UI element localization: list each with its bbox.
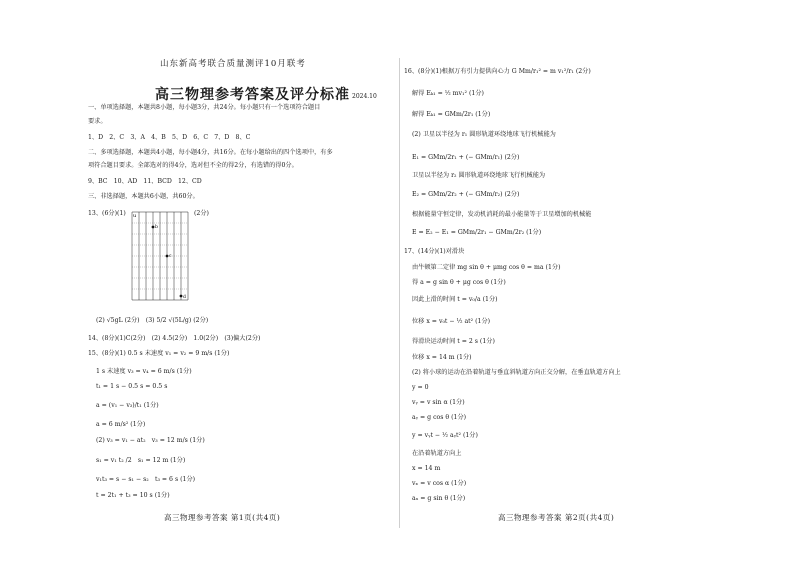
q17-line-6: 得滑块运动时间 t = 2 s (1分) <box>412 338 495 345</box>
q16-line-9: E = E₂ − E₁ = GMm/2r₁ − GMm/2r₂ (1分) <box>412 229 542 236</box>
section-3-heading: 三、非选择题，本题共6小题，共60分。 <box>88 193 199 200</box>
q17-line-8: (2) 将小球的运动在沿着轨道与垂直斜轨道方向正交分解，在垂直轨道方向上 <box>412 369 621 376</box>
exam-date: 2024.10 <box>352 93 377 100</box>
q16-line-2: 解得 Eₖ₁ = ½ mv₁² (1分) <box>412 90 484 97</box>
q17-line-9: y = 0 <box>412 384 429 391</box>
q13-part2-3: (2) √5gL (2分) (3) 5/2 √(5L/g) (2分) <box>96 317 209 324</box>
section-2-answers: 9、BC 10、AD 11、BCD 12、CD <box>88 178 202 185</box>
q17-line-2: 由牛顿第二定律 mg sin θ + μmg cos θ = ma (1分) <box>412 264 561 271</box>
section-1-answers: 1、D 2、C 3、A 4、B 5、D 6、C 7、D 8、C <box>88 134 251 141</box>
section-2-heading-cont: 项符合题目要求。全部选对的得4分，选对但不全的得2分，有选错的得0分。 <box>88 162 298 169</box>
section-2-heading: 二、多项选择题，本题共4小题，每小题4分，共16分。在每小题给出的四个选项中，有多 <box>88 149 333 156</box>
q16-line-7: E₂ = GMm/2r₂ + (− GMm/r₂) (2分) <box>412 191 520 198</box>
figure-point-label-b: b <box>155 225 158 230</box>
q15-line-4: a = (v₁ − v₃)/t₁ (1分) <box>96 402 159 409</box>
q17-line-7: 位移 x = 14 m (1分) <box>412 354 472 361</box>
main-title: 高三物理参考答案及评分标准 <box>155 87 350 103</box>
exam-title: 山东新高考联合质量测评10月联考 <box>160 59 306 69</box>
q17-line-5: 位移 x = v₀t − ½ at² (1分) <box>412 318 491 325</box>
q15-line-3: t₁ = 1 s − 0.5 s = 0.5 s <box>96 383 168 390</box>
q16-line-3: 解得 Eₖ₁ = GMm/2r₁ (1分) <box>412 111 491 118</box>
q16-line-6: 卫星以半径为 r₂ 圆形轨道环绕地球飞行机械能为 <box>412 172 546 179</box>
q16-line-1: 16、(8分)(1)根据万有引力提供向心力 G Mm/r₁² = m v₁²/r₁ (2分) <box>404 68 591 75</box>
point-b <box>152 226 155 229</box>
q13-grid-figure <box>130 210 190 302</box>
q17-line-11: aᵧ = g cos θ (1分) <box>412 414 467 421</box>
q15-line-2: 1 s 末速度 v₃ = v₄ = 6 m/s (1分) <box>96 368 192 375</box>
q16-line-5: E₁ = GMm/2r₁ + (− GMm/r₁) (2分) <box>412 154 520 161</box>
q15-line-9: t = 2t₁ + t₃ = 10 s (1分) <box>96 492 170 499</box>
left-page-footer: 高三物理参考答案 第1页(共4页) <box>164 513 281 522</box>
q17-line-10: vᵧ = v sin α (1分) <box>412 399 465 406</box>
q17-line-3: 得 a = g sin θ + μg cos θ (1分) <box>412 279 506 286</box>
figure-point-label-d: d <box>183 295 186 300</box>
q15-line-5: a = 6 m/s² (1分) <box>96 421 146 428</box>
q17-line-13: 在沿着轨道方向上 <box>412 450 462 457</box>
section-1-heading-cont: 要求。 <box>88 118 107 125</box>
right-page-footer: 高三物理参考答案 第2页(共4页) <box>498 513 615 522</box>
q15-line-1: 15、(8分)(1) 0.5 s 末速度 v₁ = v₂ = 9 m/s (1分) <box>88 350 230 357</box>
figure-point-label-c: c <box>169 254 172 259</box>
point-d <box>180 295 183 298</box>
q16-line-4: (2) 卫星以半径为 r₁ 圆形轨道环绕地球飞行机械能为 <box>412 131 556 138</box>
section-1-heading: 一、单项选择题，本题共8小题，每小题3分，共24分。每小题只有一个选项符合题目 <box>88 104 321 111</box>
q13-score: (2分) <box>194 210 209 217</box>
figure-axis-label: u <box>133 213 137 219</box>
q15-line-7: s₁ = v₁ t₂ /2 s₁ = 12 m (1分) <box>96 457 186 464</box>
q17-line-16: aₓ = g sin θ (1分) <box>412 495 466 502</box>
q16-line-8: 根据能量守恒定律，发动机消耗的最小能量等于卫星增加的机械能 <box>412 211 592 218</box>
q15-line-8: v₁t₃ = s − s₁ − s₂ t₃ = 6 s (1分) <box>96 476 196 483</box>
q17-line-14: x = 14 m <box>412 465 441 472</box>
q13-label: 13、(6分)(1) <box>88 210 126 217</box>
q17-line-1: 17、(14分)(1)对滑块 <box>404 248 465 255</box>
q17-line-15: vₓ = v cos α (1分) <box>412 480 467 487</box>
point-c <box>166 255 169 258</box>
q14-answer: 14、(8分)(1)C(2分) (2) 4.5(2分) 1.0(2分) (3)偏大(2分) <box>88 335 261 342</box>
q17-line-12: y = vᵧt − ½ aᵧt² (1分) <box>412 432 478 439</box>
page-right <box>400 0 794 562</box>
q17-line-4: 因此上滑的时间 t = v₀/a (1分) <box>412 296 498 303</box>
q15-line-6: (2) v₃ = v₁ − at₂ v₃ = 12 m/s (1分) <box>96 437 205 444</box>
